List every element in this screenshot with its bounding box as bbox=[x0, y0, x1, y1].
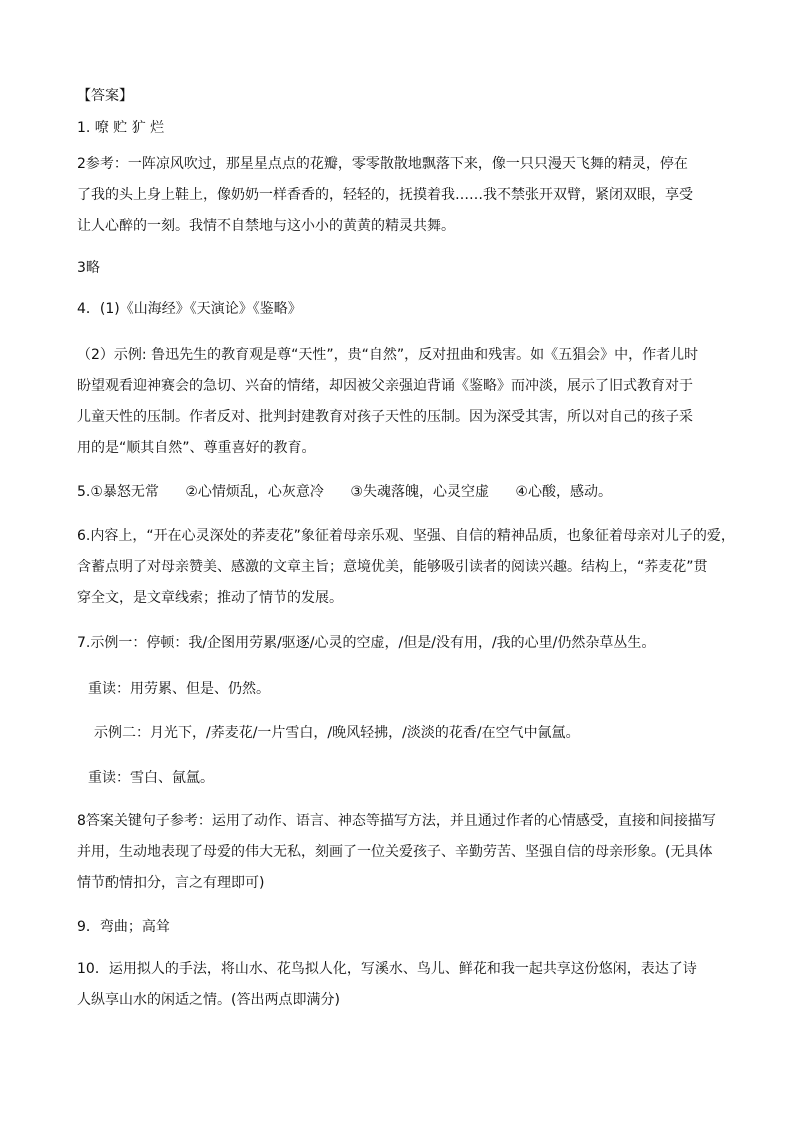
answer-7-example-2: 示例二：月光下，/荞麦花/一片雪白，/晚风轻拂，/淡淡的花香/在空气中氤氲。 bbox=[94, 725, 580, 741]
answer-5 bbox=[77, 477, 722, 508]
answer-5-item-2: ②心情烦乱，心灰意冷 bbox=[185, 484, 324, 500]
answer-6-line-3: 穿全文，是文章线索；推动了情节的发展。 bbox=[77, 590, 343, 606]
answer-8-line-3: 情节酌情扣分，言之有理即可) bbox=[77, 875, 265, 891]
answer-4-line-4: 用的是“顺其自然”、尊重喜好的教育。 bbox=[77, 440, 316, 456]
answer-2-line-3: 让人心醉的一刻。我情不自禁地与这小小的黄黄的精灵共舞。 bbox=[77, 218, 455, 234]
answer-8-line-1: 8答案关键句子参考：运用了动作、语言、神态等描写方法，并且通过作者的心情感受，直接和间接描写 bbox=[77, 813, 716, 829]
answer-3: 3略 bbox=[77, 260, 100, 276]
answer-4-line-2: 盼望观看迎神赛会的急切、兴奋的情绪，却因被父亲强迫背诵《鉴略》而冲淡，展示了旧式教育对于 bbox=[77, 378, 693, 394]
answer-4-line-3: 儿童天性的压制。作者反对、批判封建教育对孩子天性的压制。因为深受其害，所以对自己的孩子采 bbox=[77, 409, 693, 425]
answer-5-item-4: ④心酸，感动。 bbox=[515, 484, 612, 500]
answer-8 bbox=[77, 806, 722, 899]
answer-6 bbox=[77, 521, 735, 614]
answer-5-item-3: ③失魂落魄，心灵空虚 bbox=[350, 484, 489, 500]
answer-8-line-2: 并用，生动地表现了母爱的伟大无私，刻画了一位关爱孩子、辛勤劳苦、坚强自信的母亲形象。(无具体 bbox=[77, 844, 713, 860]
answer-5-item-1: 5.①暴怒无常 bbox=[77, 484, 159, 500]
answer-6-line-2: 含蓄点明了对母亲赞美、感激的文章主旨；意境优美，能够吸引读者的阅读兴趣。结构上，“荞麦花”贯 bbox=[77, 559, 708, 575]
answer-10 bbox=[77, 954, 722, 1016]
answer-7-stress-2: 重读：雪白、氤氲。 bbox=[88, 770, 214, 786]
answer-1: 1. 嘹 贮 犷 烂 bbox=[77, 120, 165, 136]
answer-7-example-1: 7.示例一：停顿：我/企图用劳累/驱逐/心灵的空虚，/但是/没有用，/我的心里/仍然杂草丛生。 bbox=[77, 635, 656, 651]
answer-2-line-2: 了我的头上身上鞋上，像奶奶一样香香的，轻轻的，抚摸着我……我不禁张开双臂，紧闭双眼，享受 bbox=[77, 187, 693, 203]
answer-10-line-2: 人纵享山水的闲适之情。(答出两点即满分) bbox=[77, 992, 340, 1008]
answer-7-stress-1: 重读：用劳累、但是、仍然。 bbox=[88, 681, 270, 697]
answer-heading: 【答案】 bbox=[77, 88, 133, 104]
answer-4-part-1: 4．(1)《山海经》《天演论》《鉴略》 bbox=[77, 301, 302, 317]
answer-4-line-1: （2）示例: 鲁迅先生的教育观是尊“天性”，贵“自然”，反对扭曲和残害。如《五猖会》中，作者儿时 bbox=[77, 347, 699, 363]
answer-2-line-1: 2参考：一阵凉风吹过，那星星点点的花瓣，零零散散地飘落下来，像一只只漫天飞舞的精灵，停在 bbox=[77, 156, 688, 172]
answer-6-line-1: 6.内容上，“开在心灵深处的荞麦花”象征着母亲乐观、坚强、自信的精神品质，也象征着母亲对儿子的爱， bbox=[77, 528, 735, 544]
answer-2 bbox=[77, 149, 722, 242]
answer-10-line-1: 10．运用拟人的手法，将山水、花鸟拟人化，写溪水、鸟儿、鲜花和我一起共享这份悠闲，表达了诗 bbox=[77, 961, 697, 977]
answer-4-part-2 bbox=[77, 340, 722, 464]
answer-9: 9．弯曲；高耸 bbox=[77, 919, 170, 935]
